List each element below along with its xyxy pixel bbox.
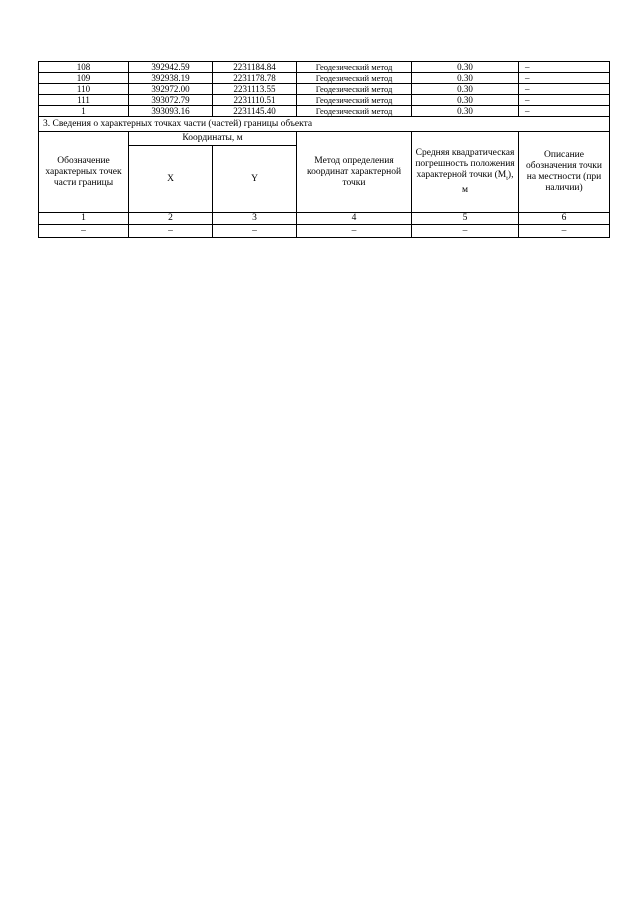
accuracy-cell: 0.30 <box>412 95 519 106</box>
method-cell: Геодезический метод <box>297 73 412 84</box>
method-cell: Геодезический метод <box>297 84 412 95</box>
description-cell: – <box>519 62 610 73</box>
header-y: Y <box>213 146 297 213</box>
accuracy-cell: 0.30 <box>412 62 519 73</box>
description-cell: – <box>519 106 610 117</box>
empty-cell: – <box>39 225 129 238</box>
document-page <box>38 61 609 238</box>
y-coordinate-cell: 2231145.40 <box>213 106 297 117</box>
y-coordinate-cell: 2231178.78 <box>213 73 297 84</box>
method-cell: Геодезический метод <box>297 62 412 73</box>
description-cell: – <box>519 84 610 95</box>
empty-cell: – <box>129 225 213 238</box>
column-number: 3 <box>213 213 297 225</box>
header-x: X <box>129 146 213 213</box>
description-cell: – <box>519 73 610 84</box>
header-method: Метод определения координат характерной точки <box>297 132 412 213</box>
description-cell: – <box>519 95 610 106</box>
x-coordinate-cell: 392972.00 <box>129 84 213 95</box>
header-accuracy: Средняя квадратическая погрешность положения характерной точки $(M_t)$, м <box>412 132 519 213</box>
point-row <box>39 84 610 95</box>
section-3-title-row <box>39 117 610 132</box>
point-row <box>39 62 610 73</box>
boundary-points-table <box>38 61 610 238</box>
point-name-cell: 1 <box>39 106 129 117</box>
accuracy-cell: 0.30 <box>412 73 519 84</box>
header-row-1 <box>39 132 610 146</box>
empty-cell: – <box>297 225 412 238</box>
point-name-cell: 111 <box>39 95 129 106</box>
section-3-title: 3. Сведения о характерных точках части (частей) границы объекта <box>39 117 610 132</box>
header-designation: Обозначение характерных точек части границы <box>39 132 129 213</box>
empty-cell: – <box>412 225 519 238</box>
column-number: 6 <box>519 213 610 225</box>
x-coordinate-cell: 392942.59 <box>129 62 213 73</box>
point-name-cell: 109 <box>39 73 129 84</box>
point-row <box>39 106 610 117</box>
x-coordinate-cell: 393093.16 <box>129 106 213 117</box>
point-row <box>39 95 610 106</box>
column-number: 4 <box>297 213 412 225</box>
point-row <box>39 73 610 84</box>
accuracy-cell: 0.30 <box>412 84 519 95</box>
column-number: 1 <box>39 213 129 225</box>
empty-cell: – <box>213 225 297 238</box>
accuracy-cell: 0.30 <box>412 106 519 117</box>
empty-cell: – <box>519 225 610 238</box>
column-number-row <box>39 213 610 225</box>
column-number: 5 <box>412 213 519 225</box>
header-coordinates: Координаты, м <box>129 132 297 146</box>
point-name-cell: 108 <box>39 62 129 73</box>
method-cell: Геодезический метод <box>297 95 412 106</box>
method-cell: Геодезический метод <box>297 106 412 117</box>
point-name-cell: 110 <box>39 84 129 95</box>
header-description: Описание обозначения точки на местности (при наличии) <box>519 132 610 213</box>
column-number: 2 <box>129 213 213 225</box>
x-coordinate-cell: 392938.19 <box>129 73 213 84</box>
y-coordinate-cell: 2231113.55 <box>213 84 297 95</box>
y-coordinate-cell: 2231110.51 <box>213 95 297 106</box>
y-coordinate-cell: 2231184.84 <box>213 62 297 73</box>
x-coordinate-cell: 393072.79 <box>129 95 213 106</box>
empty-data-row <box>39 225 610 238</box>
